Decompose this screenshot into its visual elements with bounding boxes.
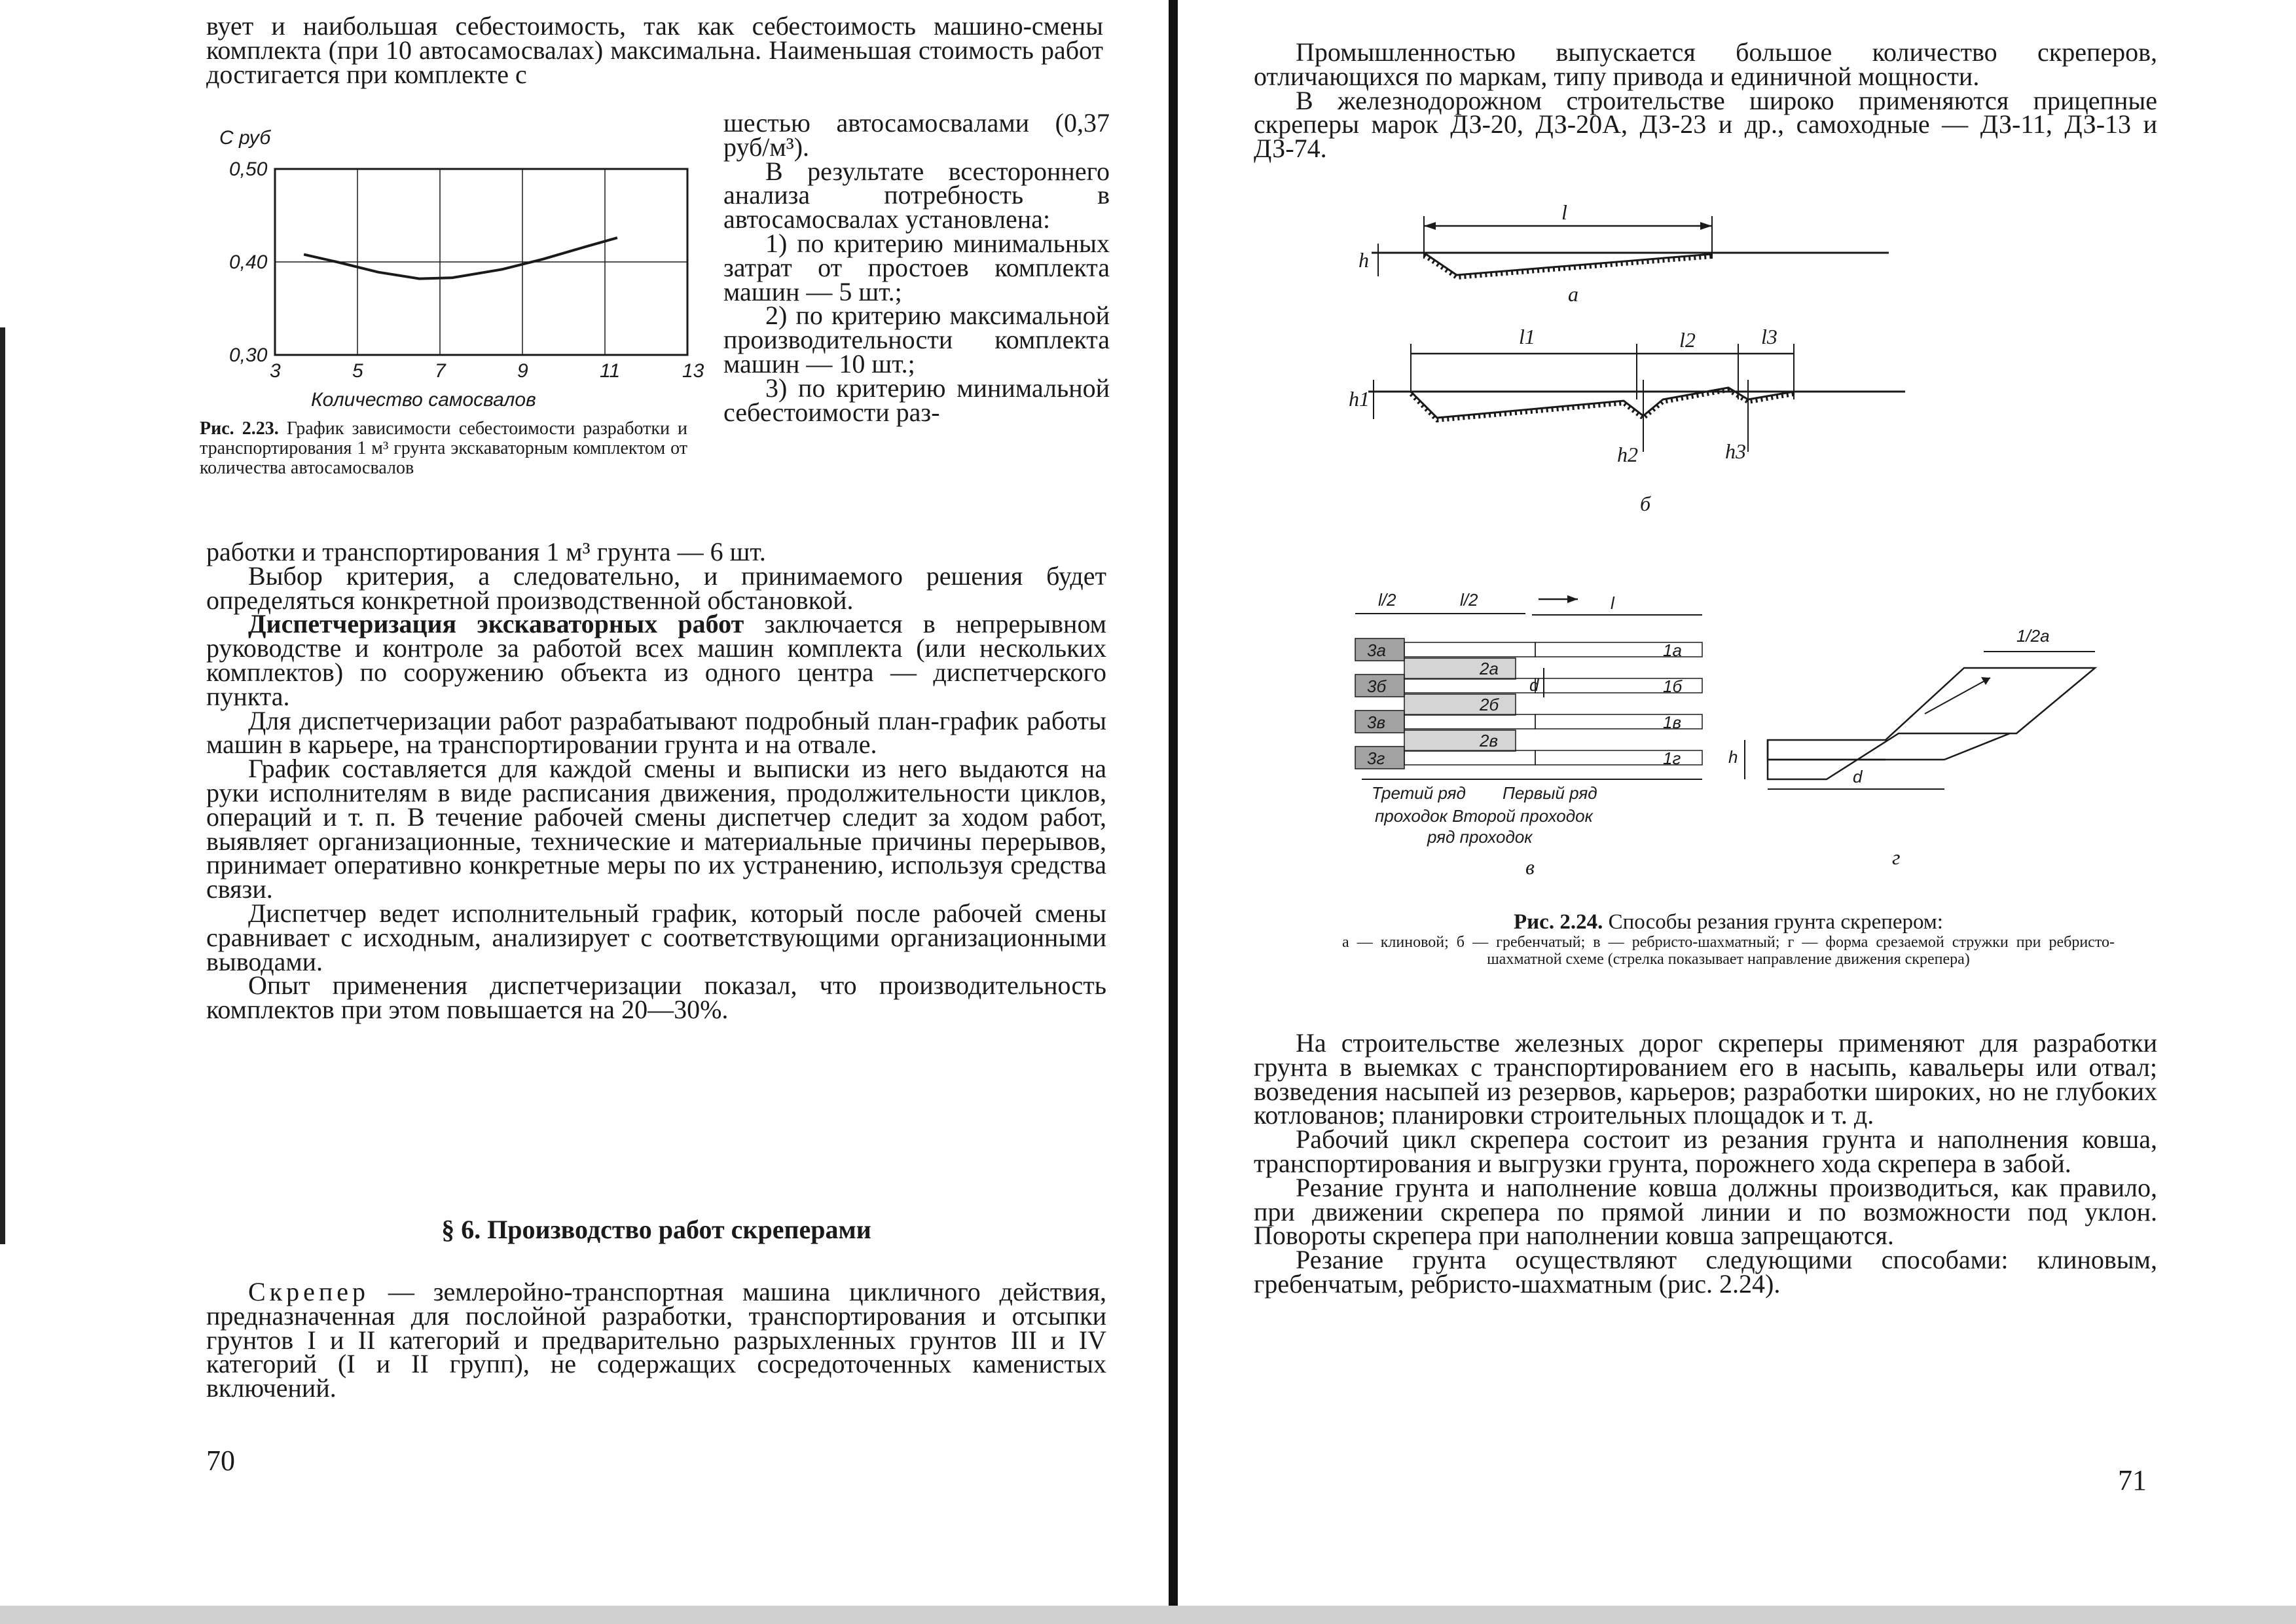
- paragraph: 2) по критерию максимальной производительности комплекта машин — 10 шт.;: [723, 301, 1110, 378]
- fig-v-label: в: [1525, 855, 1535, 879]
- paragraph: Опыт применения диспетчеризации показал, что производительность комплектов при этом повышается на 20—30%.: [206, 970, 1106, 1025]
- left-column-text: [723, 108, 1110, 427]
- fig-v-row-labels-right: [1663, 640, 1683, 768]
- chart-x-tick: 5: [352, 360, 363, 382]
- cost-chart: [200, 118, 717, 413]
- fig-g-h-label: h: [1728, 747, 1738, 767]
- chart-y-tick: 0,50: [229, 158, 268, 180]
- fig-v-row-strip-mid: [1404, 714, 1535, 729]
- dispatch-heading: Диспетчеризация экскаваторных работ: [248, 609, 744, 639]
- paragraph: 1) по критерию минимальных затрат от простоев комплекта машин — 5 шт.;: [723, 228, 1110, 306]
- scraper-definition: — землеройно-транспортная машина цикличного действия, предназначенная для послойной разработки, транспортирования и отсыпки грунтов I и II категорий и предварительно разрыхленных грунтов III и IV категорий (I и II групп), не содержащих сосредоточенных каменистых включений.: [206, 1277, 1106, 1403]
- paragraph: [206, 609, 1106, 711]
- right-bottom-text: [1254, 1028, 2157, 1299]
- fig-v-row-strip-second: [1404, 658, 1516, 679]
- chart-x-tick: 9: [517, 360, 528, 382]
- fig-v-row-labels-left: [1367, 640, 1387, 768]
- caption-text: График зависимости себестоимости разработки и транспортирования 1 м³ грунта экскаваторным комплектом от количества автосамосвалов: [200, 418, 687, 478]
- chart-series-line: [304, 238, 617, 279]
- right-top-text: [1254, 37, 2157, 164]
- chart-x-tick: 7: [435, 360, 446, 382]
- fig-g-label: г: [1892, 845, 1901, 869]
- fig-b-l3-label: l3: [1761, 325, 1777, 348]
- fig-a-h-label: h: [1358, 248, 1369, 272]
- page-number-right: 71: [2118, 1464, 2147, 1496]
- paragraph: Для диспетчеризации работ разрабатывают подробный план-график работы машин в карьере, на транспортировании грунта и на отвале.: [206, 705, 1106, 760]
- chart-y-tick: 0,30: [229, 344, 268, 366]
- chart-ylabel: С руб: [219, 127, 271, 149]
- left-top-text: [206, 11, 1103, 89]
- paragraph: Рабочий цикл скрепера состоит из резания грунта и наполнения ковша, транспортирования и выгрузки грунта, порожнего хода скрепера в забой.: [1254, 1124, 2157, 1178]
- fig-v-row-3v: 3в: [1367, 712, 1386, 732]
- caption-label: Рис. 2.24.: [1514, 910, 1603, 934]
- fig-v-rows: [1355, 638, 1702, 769]
- fig-v-row-1g: 1г: [1663, 748, 1681, 768]
- left-bottom-text: [206, 1277, 1106, 1403]
- chart-ticks: [229, 158, 704, 382]
- paragraph: Выбор критерия, а следовательно, и принимаемого решения будет определяться конкретной производственной обстановкой.: [206, 561, 1106, 615]
- paragraph: работки и транспортирования 1 м³ грунта — 6 шт.: [206, 537, 766, 566]
- paragraph: вует и наибольшая себестоимость, так как себестоимость машино-смены комплекта (при 10 автосамосвалах) максимальна. Наименьшая стоимость работ достигается при комплекте с: [206, 11, 1103, 89]
- fig-g-half-a: 1/2а: [2016, 626, 2050, 646]
- fig-v-row-2a: 2а: [1480, 659, 1499, 678]
- figure-2-24-v-staggered: [1336, 586, 1741, 881]
- fig-b-h3-label: h3: [1725, 439, 1746, 463]
- caption-notes: а — клиновой; б — гребенчатый; в — ребристо-шахматный; г — форма срезаемой стружки при ребристо-шахматной схеме (стрелка показывает направление движения скрепера): [1342, 934, 2115, 968]
- fig-b-label: б: [1640, 492, 1651, 515]
- paragraph: Резание грунта и наполнение ковша должны производиться, как правило, при движении скрепера по прямой линии и по возможности под уклон. Повороты скрепера при наполнении ковша запрещаются.: [1254, 1172, 2157, 1251]
- chart-x-tick: 11: [600, 360, 621, 382]
- section-title: § 6. Производство работ скреперами: [441, 1215, 871, 1244]
- fig-v-row-2v: 2в: [1480, 731, 1499, 750]
- paragraph: Диспетчер ведет исполнительный график, который после рабочей смены сравнивает с исходным, анализирует с соответствующими организационными выводами.: [206, 898, 1106, 976]
- fig-v-row-1a: 1а: [1663, 640, 1682, 660]
- page-number-left: 70: [206, 1445, 235, 1477]
- chart-x-tick: 3: [270, 360, 281, 382]
- paragraph: [206, 1277, 1106, 1403]
- scraper-term: Скрепер: [248, 1277, 370, 1306]
- fig-v-first-row: Первый ряд: [1503, 783, 1597, 803]
- figure-2-24-b-comb: [1342, 314, 1931, 524]
- figure-2-23-caption: [200, 419, 687, 478]
- chart-xlabel: Количество самосвалов: [311, 389, 536, 411]
- fig-v-row-strip-mid: [1404, 642, 1535, 657]
- fig-b-h2-label: h2: [1617, 443, 1638, 466]
- fig-v-row-3b: 3б: [1367, 676, 1387, 696]
- fig-b-h1-label: h1: [1349, 387, 1370, 411]
- caption-title: [1342, 910, 2115, 934]
- fig-v-row-3a: 3а: [1367, 640, 1386, 660]
- paragraph: График составляется для каждой смены и выписки из него выдаются на руки исполнителям в виде расписания движения, продолжительности циклов, операций и т. п. В течение рабочей смены диспетчер следит за ходом работ, выявляет организационные, технические и материальные причины перерывов, принимает оперативно конкретные меры по их устранению, используя средства связи.: [206, 754, 1106, 904]
- fig-v-row-strip-mid: [1404, 678, 1535, 693]
- fig-v-row-1v: 1в: [1663, 712, 1682, 732]
- fig-v-row-strip-mid: [1404, 750, 1535, 765]
- fig-a-label: а: [1568, 282, 1578, 306]
- fig-v-third-row: Третий ряд: [1372, 783, 1466, 803]
- paragraph: 3) по критерию минимальной себестоимости раз-: [723, 373, 1110, 427]
- fig-v-d-label: d: [1529, 675, 1539, 695]
- fig-v-row-3g: 3г: [1367, 748, 1385, 768]
- fig-v-row-1b: 1б: [1663, 676, 1683, 696]
- left-main-text: [206, 537, 1106, 1025]
- fig-v-row-of-passes: ряд проходок: [1427, 827, 1533, 847]
- paragraph: В железнодорожном строительстве широко применяются прицепные скреперы марок ДЗ-20, ДЗ-20А, ДЗ-23 и др., самоходные — ДЗ-11, ДЗ-13 и ДЗ-74.: [1254, 85, 2157, 164]
- caption-label: Рис. 2.23.: [200, 418, 279, 439]
- fig-v-top-mid: l/2: [1460, 590, 1478, 610]
- fig-a-l-label: l: [1561, 200, 1567, 224]
- figure-2-24-a-wedge: [1345, 196, 1935, 308]
- fig-b-l1-label: l1: [1519, 325, 1535, 348]
- fig-v-row-labels-mid: [1479, 659, 1499, 750]
- paragraph: Промышленностью выпускается большое количество скреперов, отличающихся по маркам, типу привода и единичной мощности.: [1254, 37, 2157, 91]
- fig-v-top-right: l: [1611, 593, 1614, 613]
- paragraph: Резание грунта осуществляют следующими способами: клиновым, гребенчатым, ребристо-шахматным (рис. 2.24).: [1254, 1245, 2157, 1299]
- figure-2-24-g-chip-shape: [1728, 622, 2108, 871]
- fig-b-l2-label: l2: [1679, 328, 1696, 352]
- figure-2-24-caption: [1342, 910, 2115, 968]
- paragraph: шестью автосамосвалами (0,37 руб/м³).: [723, 108, 1110, 162]
- fig-v-row-strip-second: [1404, 730, 1516, 751]
- chart-y-tick: 0,40: [229, 251, 268, 273]
- fig-v-row-strip-second: [1404, 694, 1516, 715]
- paragraph: В результате всестороннего анализа потребность в автосамосвалах установлена:: [723, 156, 1110, 234]
- caption-text: Способы резания грунта скрепером:: [1608, 910, 1943, 934]
- fig-v-top-left: l/2: [1378, 590, 1396, 610]
- dispatch-text: заключается в непрерывном руководстве и контроле за работой всех машин комплекта (или нескольких комплектов) по сооружению объекта из одного центра — диспетчерского пункта.: [206, 609, 1106, 711]
- fig-g-d-label: d: [1853, 767, 1863, 786]
- paragraph: На строительстве железных дорог скреперы применяют для разработки грунта в выемках с транспортированием его в насыпь, кавальеры или отвал; возведения насыпей из резервов, карьеров; разработки широких, но не глубоких котлованов; планировки строительных площадок и т. д.: [1254, 1028, 2157, 1130]
- chart-x-tick: 13: [682, 360, 704, 382]
- book-spine: [1169, 0, 1178, 1624]
- fig-v-second-row: проходок Второй проходок: [1375, 806, 1593, 826]
- fig-v-row-2b: 2б: [1480, 695, 1499, 714]
